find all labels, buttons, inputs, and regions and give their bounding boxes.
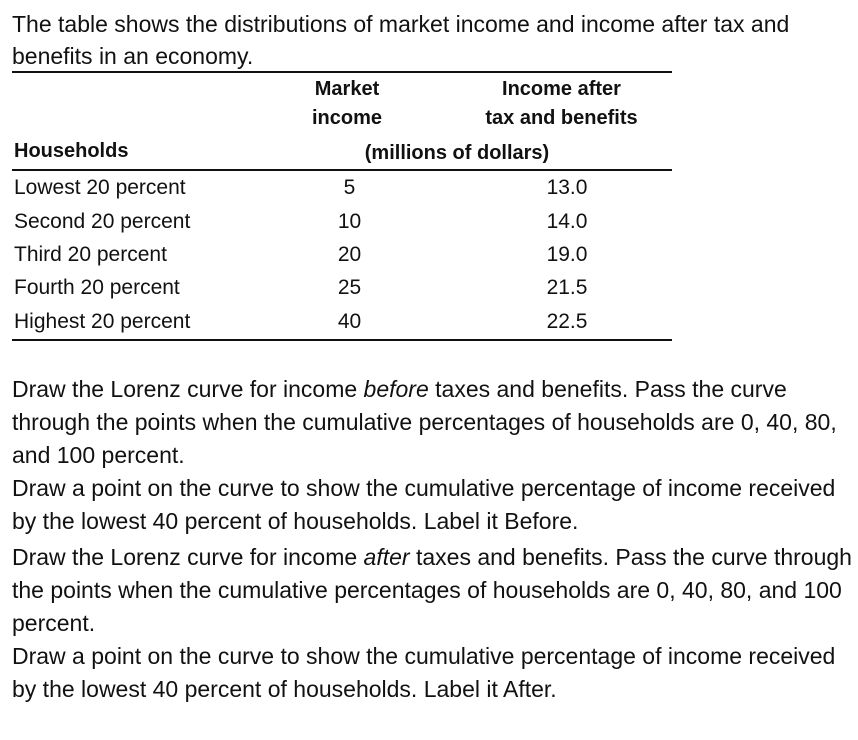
instruction-after-pre: Draw the Lorenz curve for income — [12, 544, 364, 570]
table-bottom-rule — [12, 339, 672, 341]
cell-income-after: 13.0 — [546, 176, 588, 199]
header-market-income — [292, 75, 402, 133]
header-market-line1: Market — [314, 78, 380, 100]
cell-household: Lowest 20 percent — [14, 176, 186, 199]
table-row — [12, 171, 672, 205]
instruction-before-em: before — [363, 376, 429, 402]
cell-market-income: 25 — [337, 276, 362, 299]
cell-household: Highest 20 percent — [14, 310, 191, 333]
cell-income-after: 14.0 — [546, 210, 588, 233]
instructions-before — [12, 373, 852, 538]
cell-market-income: 5 — [343, 176, 356, 199]
instruction-before-point: Draw a point on the curve to show the cumulative percentage of income received by the lowest 40 percent of households. Label it Before. — [12, 475, 836, 534]
table-row — [12, 238, 672, 272]
header-after-line1: Income after — [502, 78, 621, 100]
header-households: Households — [14, 140, 129, 162]
instruction-before-pre: Draw the Lorenz curve for income — [12, 376, 364, 402]
instruction-after-point: Draw a point on the curve to show the cumulative percentage of income received by the lowest 40 percent of households. Label it After. — [12, 643, 836, 702]
instruction-before-post: taxes and benefits. Pass the curve through the points when the cumulative percentages of households are 0, 40, 80, and 100 percent. — [12, 376, 837, 468]
instruction-after-curve — [12, 541, 852, 640]
cell-market-income: 20 — [337, 243, 362, 266]
table-row — [12, 271, 672, 305]
cell-income-after: 22.5 — [546, 310, 588, 333]
cell-household: Third 20 percent — [14, 243, 167, 266]
cell-income-after: 19.0 — [546, 243, 588, 266]
instruction-after-em: after — [363, 544, 410, 570]
table-row — [12, 305, 672, 339]
cell-household: Second 20 percent — [14, 210, 191, 233]
instructions-after — [12, 541, 852, 706]
cell-market-income: 10 — [337, 210, 362, 233]
table-row — [12, 205, 672, 239]
table-top-rule — [12, 71, 672, 73]
header-units: (millions of dollars) — [364, 142, 550, 164]
cell-market-income: 40 — [337, 310, 362, 333]
header-income-after — [464, 75, 659, 133]
intro-text: The table shows the distributions of market income and income after tax and benefits in an economy. — [12, 11, 790, 69]
header-market-line2: income — [311, 107, 383, 129]
instruction-before-curve — [12, 373, 852, 472]
instruction-after-post: taxes and benefits. Pass the curve through the points when the cumulative percentages of households are 0, 40, 80, and 100 percent. — [12, 544, 852, 636]
cell-household: Fourth 20 percent — [14, 276, 180, 299]
header-after-line2: tax and benefits — [485, 107, 638, 129]
cell-income-after: 21.5 — [546, 276, 588, 299]
